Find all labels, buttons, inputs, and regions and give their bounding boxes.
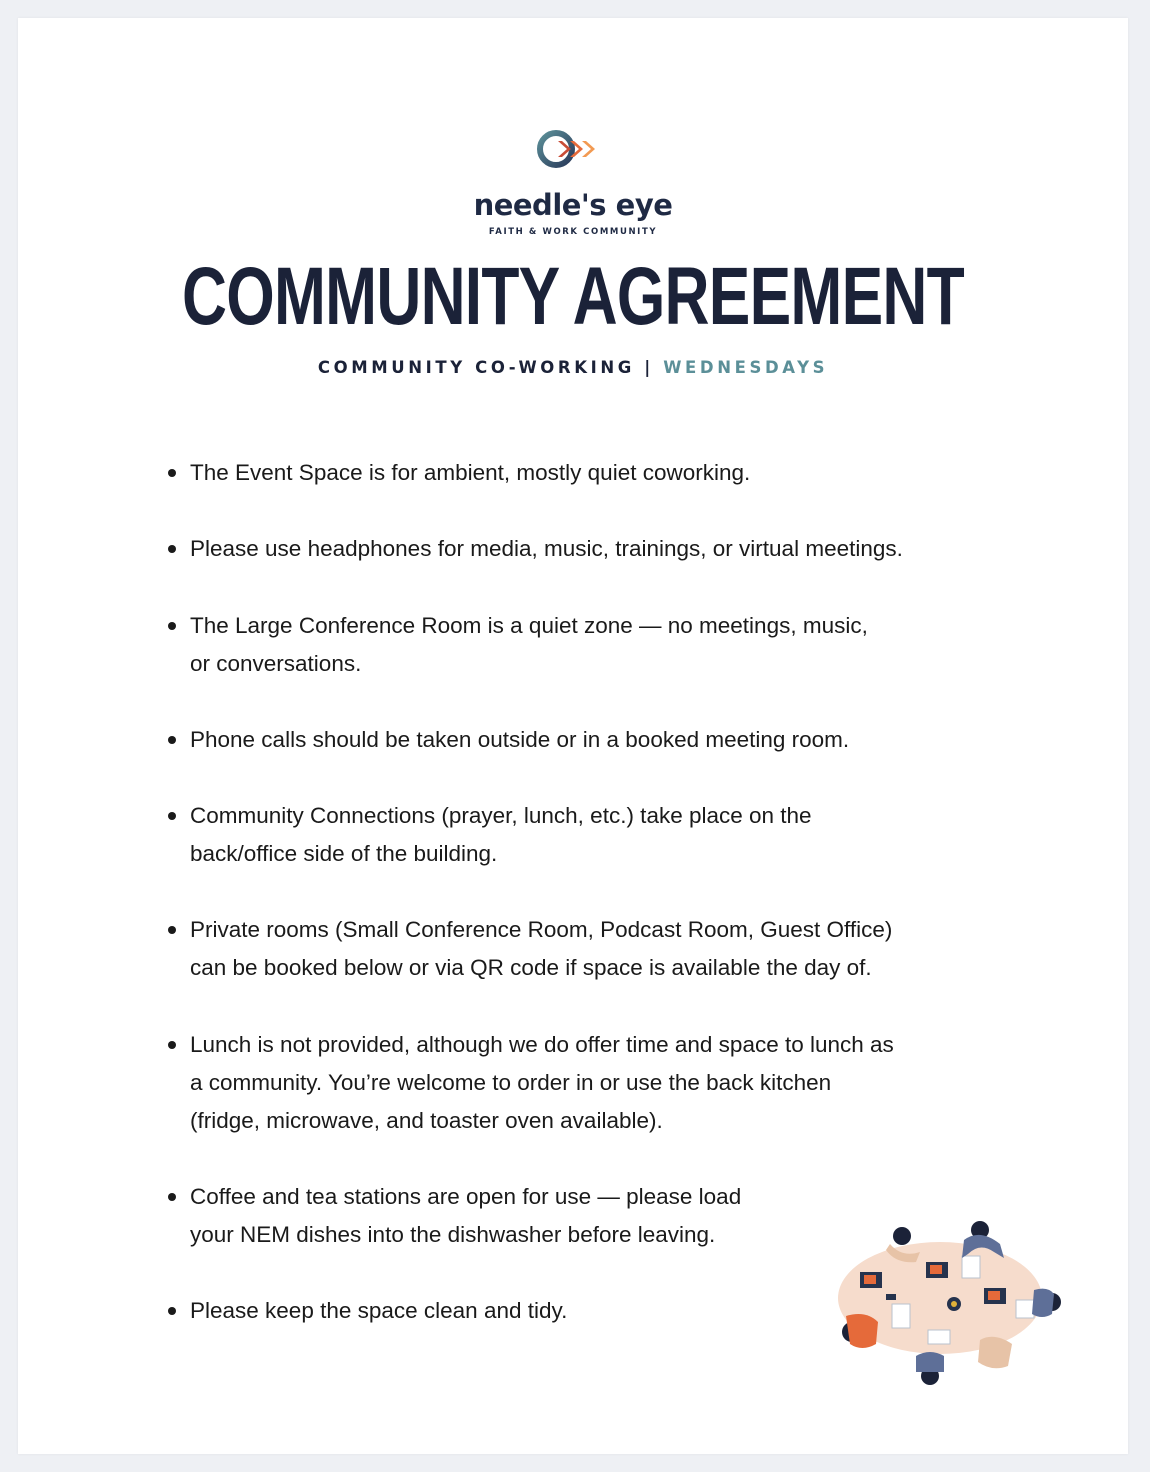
bullet-icon	[168, 812, 176, 820]
bullet-icon	[168, 926, 176, 934]
rule-text: The Large Conference Room is a quiet zone — no meetings, music, or conversations.	[190, 613, 868, 676]
bullet-icon	[168, 469, 176, 477]
page-title: COMMUNITY AGREEMENT	[182, 251, 964, 342]
rule-text: Phone calls should be taken outside or in a booked meeting room.	[190, 727, 850, 752]
bullet-icon	[168, 545, 176, 553]
subtitle-main: COMMUNITY CO-WORKING |	[317, 358, 654, 377]
rule-text: Lunch is not provided, although we do offer time and space to lunch as a community. You’re welcome to order in or use the back kitchen (fridge, microwave, and toaster oven available).	[190, 1032, 894, 1133]
bullet-icon	[168, 1193, 176, 1201]
rule-text: Community Connections (prayer, lunch, etc.) take place on the back/office side of the building.	[190, 803, 812, 866]
needles-eye-logo-icon	[536, 128, 610, 170]
rule-text: Please use headphones for media, music, trainings, or virtual meetings.	[190, 536, 903, 561]
page-subtitle	[18, 358, 1128, 377]
rule-text: Private rooms (Small Conference Room, Podcast Room, Guest Office) can be booked below or via QR code if space is available the day of.	[190, 917, 893, 980]
brand-wordmark: needle's eye	[473, 188, 673, 222]
brand-tagline: FAITH & WORK COMMUNITY	[488, 227, 658, 237]
meeting-table-illustration-icon	[816, 1206, 1062, 1388]
rule-text: Please keep the space clean and tidy.	[190, 1298, 568, 1323]
subtitle-day: WEDNESDAYS	[663, 358, 829, 377]
rule-text: The Event Space is for ambient, mostly quiet coworking.	[190, 460, 751, 485]
agreement-page	[18, 18, 1128, 1454]
bullet-icon	[168, 622, 176, 630]
bullet-icon	[168, 1041, 176, 1049]
rule-text: Coffee and tea stations are open for use — please load your NEM dishes into the dishwasher before leaving.	[190, 1184, 742, 1247]
bullet-icon	[168, 736, 176, 744]
bullet-icon	[168, 1307, 176, 1315]
